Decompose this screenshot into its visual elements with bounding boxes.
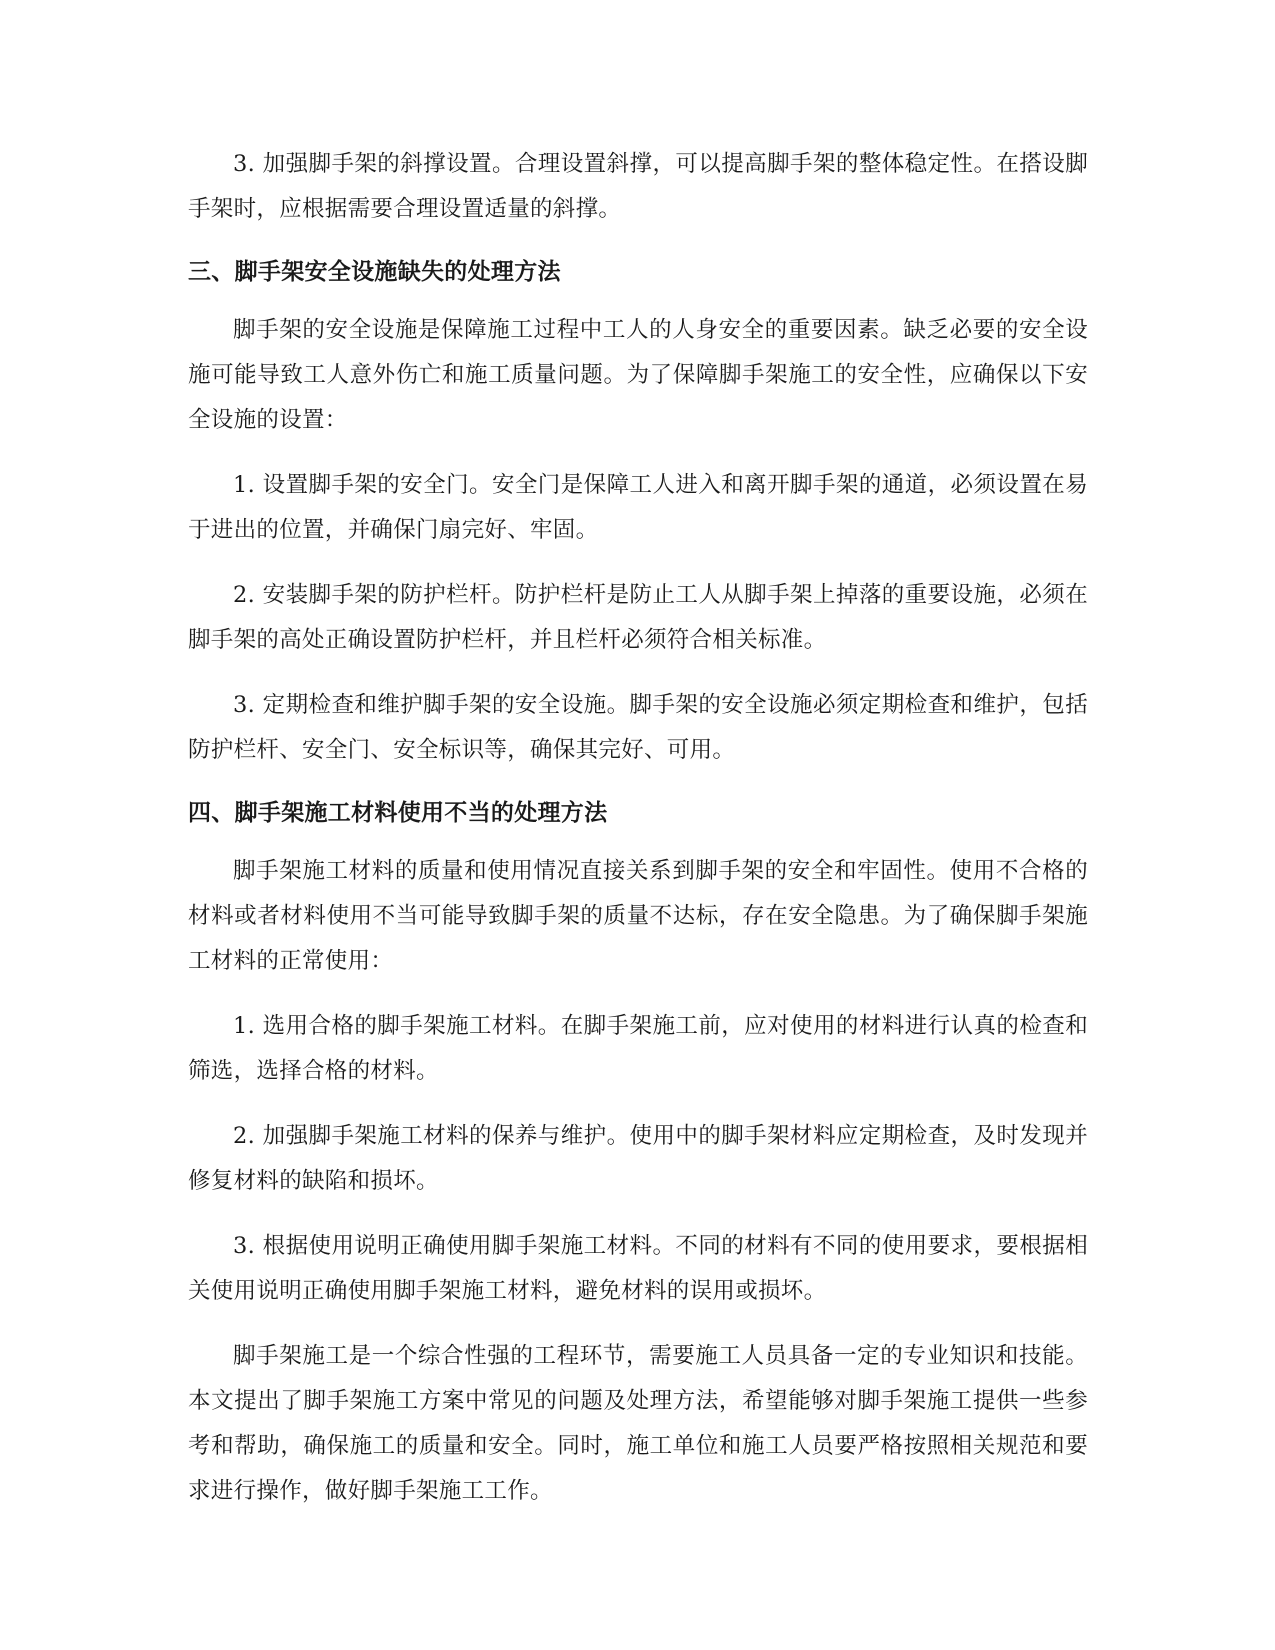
section-paragraph-materials: 脚手架施工材料的质量和使用情况直接关系到脚手架的安全和牢固性。使用不合格的材料或者材料使用不当可能导致脚手架的质量不达标，存在安全隐患。为了确保脚手架施工材料的正常使用： <box>188 858 1088 974</box>
list-item-maintenance: 2. 加强脚手架施工材料的保养与维护。使用中的脚手架材料应定期检查，及时发现并修复材料的缺陷和损坏。 <box>188 1123 1088 1194</box>
section-paragraph-safety-facilities: 脚手架的安全设施是保障施工过程中工人的人身安全的重要因素。缺乏必要的安全设施可能导致工人意外伤亡和施工质量问题。为了保障脚手架施工的安全性，应确保以下安全设施的设置： <box>188 317 1088 433</box>
section-heading-materials: 四、脚手架施工材料使用不当的处理方法 <box>188 800 608 826</box>
section-heading-safety-facilities: 三、脚手架安全设施缺失的处理方法 <box>188 259 561 285</box>
conclusion-paragraph: 脚手架施工是一个综合性强的工程环节，需要施工人员具备一定的专业知识和技能。本文提出了脚手架施工方案中常见的问题及处理方法，希望能够对脚手架施工提供一些参考和帮助，确保施工的质量和安全。同时，施工单位和施工人员要严格按照相关规范和要求进行操作，做好脚手架施工工作。 <box>188 1343 1088 1504</box>
document-page <box>188 142 1088 1534</box>
list-item-inspection: 3. 定期检查和维护脚手架的安全设施。脚手架的安全设施必须定期检查和维护，包括防护栏杆、安全门、安全标识等，确保其完好、可用。 <box>188 692 1088 763</box>
list-item-safety-door: 1. 设置脚手架的安全门。安全门是保障工人进入和离开脚手架的通道，必须设置在易于进出的位置，并确保门扇完好、牢固。 <box>188 472 1088 543</box>
list-item-qualified-materials: 1. 选用合格的脚手架施工材料。在脚手架施工前，应对使用的材料进行认真的检查和筛选，选择合格的材料。 <box>188 1013 1088 1084</box>
list-item-diagonal-bracing: 3. 加强脚手架的斜撑设置。合理设置斜撑，可以提高脚手架的整体稳定性。在搭设脚手架时，应根据需要合理设置适量的斜撑。 <box>188 151 1088 222</box>
list-item-guardrail: 2. 安装脚手架的防护栏杆。防护栏杆是防止工人从脚手架上掉落的重要设施，必须在脚手架的高处正确设置防护栏杆，并且栏杆必须符合相关标准。 <box>188 582 1088 653</box>
list-item-correct-usage: 3. 根据使用说明正确使用脚手架施工材料。不同的材料有不同的使用要求，要根据相关使用说明正确使用脚手架施工材料，避免材料的误用或损坏。 <box>188 1233 1088 1304</box>
